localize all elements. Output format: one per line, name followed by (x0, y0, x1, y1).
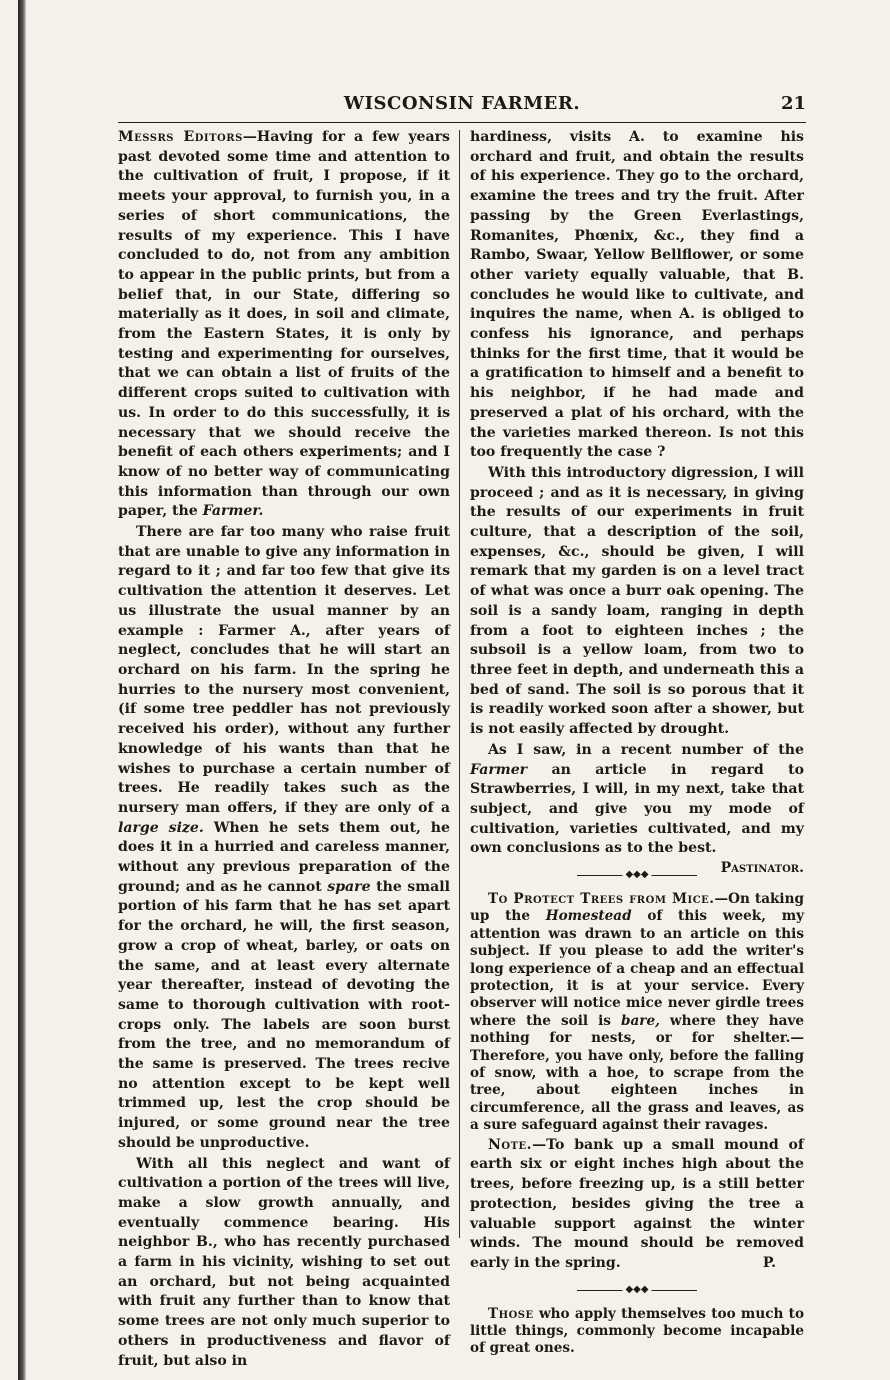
mice-article (470, 891, 804, 1135)
soil-paragraph (470, 464, 804, 740)
publication-name: Farmer (470, 761, 528, 778)
author-signature: P. (762, 1254, 776, 1271)
note-heading: Note. (488, 1136, 533, 1153)
paragraph-text: —Having for a few years past devoted some time and attention to the cultivation of fruit, I propose, if it meets your approval, to furnish you, in a series of short communications, the results of my experience. This I have concluded to do, not from any ambition to appear in the public prints, but from a belief that, in our State, differing so materially as it does, in soil and climate, from the Eastern States, it is only by testing and experimenting for ourselves, that we can obtain a list of fruits of the different crops suited to cultivation with us. In order to do this successfully, it is necessary that we should receive the benefit of each others experiments; and I know of no better way of communicating this information than through our own paper, the (118, 129, 450, 520)
paragraph-text: —On taking up the (470, 891, 804, 925)
salutation: Messrs Editors (118, 129, 243, 145)
section-divider (577, 1284, 697, 1296)
paragraph-text: When he sets them out, he does it in a hurried and careless manner, without any previous preparation of the ground; and as he cannot (118, 819, 450, 895)
running-title: WISCONSIN FARMER. (343, 93, 581, 114)
continued-paragraph (470, 128, 804, 463)
paragraph-text: the small portion of his farm that he has set apart for the orchard, he will, the first season, grow a crop of wheat, barley, or oats on the same, and at least every alternate year thereafter, instead of devoting the same to thorough cultivation with root-crops only. The labels are soon burst from the tree, and no memorandum of the same is preserved. The trees recive no attention except to be kept well trimmed up, lest the crop should be injured, or some ground near the tree should be unproductive. (118, 878, 450, 1151)
emphasis-text: large size. (118, 819, 204, 836)
article-heading: To Protect Trees from Mice. (488, 891, 715, 908)
paragraph-text: With all this neglect and want of cultivation a portion of the trees will live, make a slow growth annually, and eventually commence bearing. His neighbor B., who has recently purchased a farm in his vicinity, wishing to set out an orchard, but not being acquainted with fruit any further than to know that some trees are not only much superior to others in productiveness and flavor of fruit, but also in (118, 1155, 450, 1369)
strawberry-paragraph (470, 741, 804, 877)
publication-name: Homestead (545, 908, 632, 925)
paragraph-text: —To bank up a small mound of earth six or eight inches high about the trees, before freezing up, is a still better protection, besides giving the tree a valuable support against the winter winds. The mound should be removed early in the spring. (470, 1136, 804, 1271)
paragraph-text: an article in regard to Strawberries, I will, in my next, take that subject, and give you my mode of cultivation, varieties cultivated, and my own conclusions as to the best. (470, 761, 804, 857)
note-paragraph (470, 1136, 804, 1274)
maxim-lead-word: Those (488, 1305, 534, 1322)
paragraph-text: There are far too many who raise fruit that are unable to give any information in regard to it ; and far too few that give its cultivation the attention it deserves. Let us illustrate the usual manner by an example : Farmer A., after years of neglect, concludes that he will start an orchard on his farm. In the spring he hurries to the nursery most convenient, (if some tree peddler has not previously received his order), without any further knowledge of his wants than that he wishes to purchase a certain number of trees. He readily takes such as the nursery man offers, if they are only of a (118, 524, 450, 816)
emphasis-text: spare (327, 878, 371, 895)
publication-name: Farmer. (202, 503, 264, 520)
paragraph-text: With this introductory digression, I will proceed ; and as it is necessary, in giving the results of our experiments in fruit culture, that a description of the soil, expenses, &c., should be given, I will remark that my garden is on a level tract of what was once a burr oak opening. The soil is a sandy loam, ranging in depth from a foot to eighteen inches ; the subsoil is a yellow loam, from two to three feet in depth, and underneath this a bed of sand. The soil is so porous that it is readily worked soon after a shower, but is not easily affected by drought. (470, 464, 804, 738)
paragraph-text: where they have nothing for nests, or for shelter.— Therefore, you have only, before the falling of snow, with a hoe, to scrape from the tree, about eighteen inches in circumference, all the grass and leaves, as a sure safeguard against their ravages. (470, 1012, 805, 1134)
page-number: 21 (780, 93, 806, 114)
header-rule (118, 122, 806, 123)
column-separator (459, 130, 460, 1238)
section-divider (577, 869, 697, 881)
page-header (118, 93, 806, 123)
paragraph-text: As I saw, in a recent number of the (488, 741, 804, 758)
paragraph-text: hardiness, visits A. to examine his orchard and fruit, and obtain the results of his experience. They go to the orchard, examine the trees and try the fruit. After passing by the Green Everlastings, Romanites, Phœnix, &c., they find a Rambo, Swaar, Yellow Bellflower, or some other variety equally valuable, that B. concludes he would like to cultivate, and inquires the name, when A. is obliged to confess his ignorance, and perhaps thinks for the first time, that it would be a gratification to himself and a benefit to his neighbor, if he had made and preserved a plat of his orchard, with the the varieties marked thereon. Is not this too frequently the case ? (470, 129, 804, 461)
emphasis-text: bare, (620, 1012, 660, 1029)
right-column (470, 128, 804, 1358)
letter-opening-paragraph (118, 128, 450, 522)
paragraph-text: who apply themselves too much to little things, commonly become incapable of great ones. (470, 1305, 805, 1357)
author-signature: Pastinator. (720, 860, 804, 877)
paragraph-text: of this week, my attention was drawn to an article on this subject. If you please to add the writer's long experience of a cheap and an effectual protection, it is at your service. Every observer will notice mice never girdle trees where the soil is (470, 908, 805, 1029)
neglect-paragraph (118, 1155, 450, 1372)
divider-ornament-icon: ◆◆◆ (622, 1284, 651, 1296)
maxim-paragraph (470, 1306, 804, 1358)
divider-ornament-icon: ◆◆◆ (622, 869, 651, 881)
example-paragraph (118, 523, 450, 1154)
left-column (118, 128, 450, 1371)
